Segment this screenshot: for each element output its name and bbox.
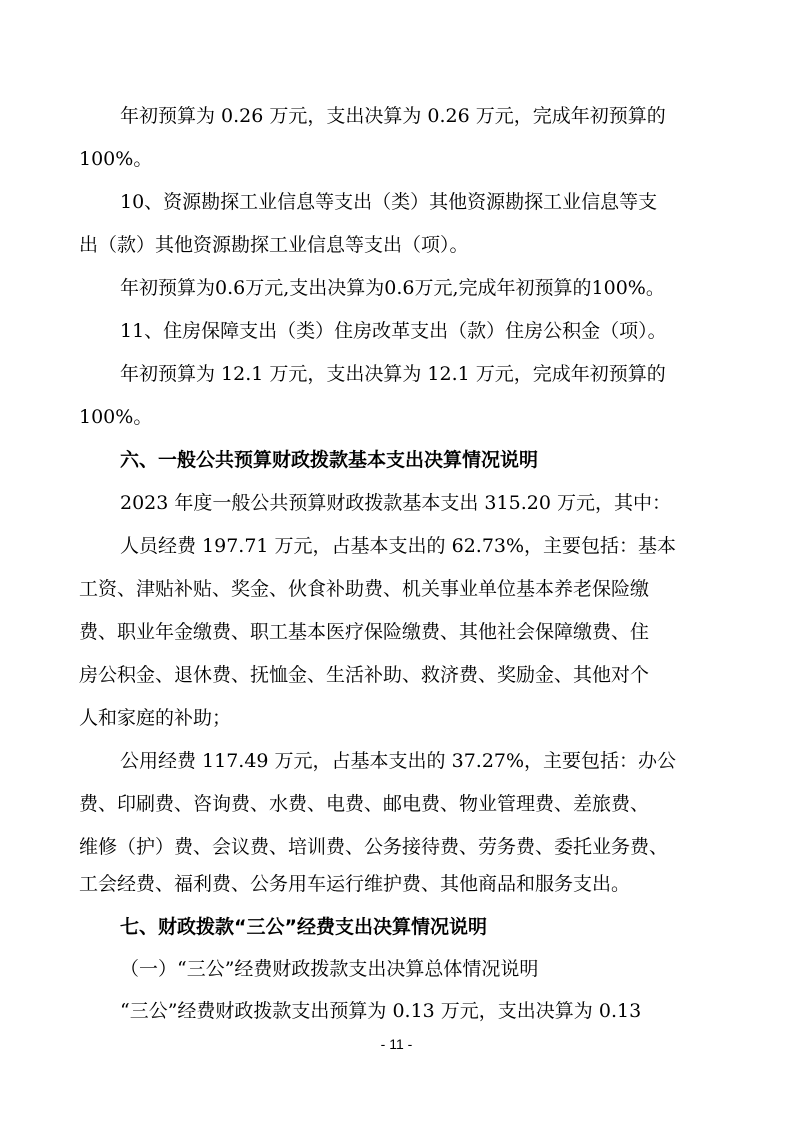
paragraph-line: 年初预算为0.6万元,支出决算为0.6万元,完成年初预算的100%。 <box>120 277 665 299</box>
paragraph-line: 维修（护）费、会议费、培训费、公务接待费、劳务费、委托业务费、 <box>79 836 669 858</box>
paragraph-line: 年初预算为 0.26 万元，支出决算为 0.26 万元，完成年初预算的 <box>120 105 666 127</box>
section-heading: 六、一般公共预算财政拨款基本支出决算情况说明 <box>120 449 539 471</box>
paragraph-line: 工资、津贴补贴、奖金、伙食补助费、机关事业单位基本养老保险缴 <box>79 578 650 600</box>
page-number: - 11 - <box>380 1036 413 1052</box>
paragraph-line: 10、资源勘探工业信息等支出（类）其他资源勘探工业信息等支 <box>120 191 658 213</box>
paragraph-line: 100%。 <box>79 148 153 170</box>
section-heading: 七、财政拨款“三公”经费支出决算情况说明 <box>120 916 487 938</box>
paragraph-line: “三公”经费财政拨款支出预算为 0.13 万元，支出决算为 0.13 <box>120 1000 642 1022</box>
paragraph-line: 人员经费 197.71 万元，占基本支出的 62.73%，主要包括：基本 <box>120 535 677 557</box>
paragraph-line: 11、住房保障支出（类）住房改革支出（款）住房公积金（项）。 <box>120 320 667 342</box>
paragraph-line: 工会经费、福利费、公务用车运行维护费、其他商品和服务支出。 <box>79 873 631 895</box>
paragraph-line: 公用经费 117.49 万元，占基本支出的 37.27%，主要包括：办公 <box>120 750 677 772</box>
paragraph-line: 2023 年度一般公共预算财政拨款基本支出 315.20 万元，其中： <box>120 492 671 514</box>
paragraph-line: 出（款）其他资源勘探工业信息等支出（项）。 <box>79 234 469 256</box>
paragraph-line: 人和家庭的补助； <box>79 707 232 729</box>
paragraph-line: 房公积金、退休费、抚恤金、生活补助、救济费、奖励金、其他对个 <box>79 664 650 686</box>
paragraph-line: 100%。 <box>79 406 153 428</box>
paragraph-line: 费、印刷费、咨询费、水费、电费、邮电费、物业管理费、差旅费、 <box>79 793 650 815</box>
paragraph-line: （一）“三公”经费财政拨款支出决算总体情况说明 <box>120 958 539 980</box>
paragraph-line: 费、职业年金缴费、职工基本医疗保险缴费、其他社会保障缴费、住 <box>79 621 650 643</box>
paragraph-line: 年初预算为 12.1 万元，支出决算为 12.1 万元，完成年初预算的 <box>120 363 666 385</box>
